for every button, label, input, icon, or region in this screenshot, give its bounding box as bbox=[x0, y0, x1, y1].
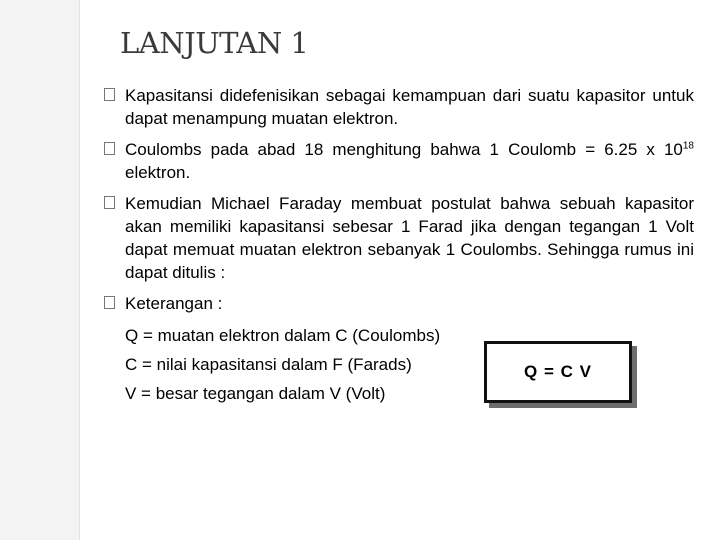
bullet-item bbox=[104, 84, 694, 130]
slide-title: LANJUTAN 1 bbox=[120, 26, 309, 60]
bullet-list bbox=[104, 84, 694, 323]
formula-box bbox=[484, 341, 632, 403]
bullet-text: Kemudian Michael Faraday membuat postulat bahwa sebuah kapasitor akan memiliki kapasitansi sebesar 1 Farad jika dengan tegangan 1 Volt dapat memuat muatan elektron sebanyak 1 Coulombs. Sehingga rumus ini dapat ditulis : bbox=[125, 194, 694, 282]
bullet-text-before: Coulombs pada abad 18 menghitung bahwa 1 Coulomb = 6.25 x 10 bbox=[125, 140, 683, 159]
bullet-box-icon bbox=[104, 196, 115, 209]
bullet-text: Kapasitansi didefenisikan sebagai kemampuan dari suatu kapasitor untuk dapat menampung muatan elektron. bbox=[125, 86, 694, 128]
bullet-box-icon bbox=[104, 296, 115, 309]
bullet-box-icon bbox=[104, 88, 115, 101]
formula-text: Q = C V bbox=[524, 362, 592, 381]
bullet-item bbox=[104, 192, 694, 284]
legend-line-c: C = nilai kapasitansi dalam F (Farads) bbox=[125, 355, 412, 374]
exponent: 18 bbox=[682, 140, 694, 152]
bullet-item bbox=[104, 138, 694, 184]
bullet-box-icon bbox=[104, 142, 115, 155]
legend-line-v: V = besar tegangan dalam V (Volt) bbox=[125, 384, 386, 403]
bullet-text-after: elektron. bbox=[125, 163, 191, 182]
left-decorative-panel bbox=[0, 0, 80, 540]
legend-line-q: Q = muatan elektron dalam C (Coulombs) bbox=[125, 326, 441, 345]
bullet-text: Keterangan : bbox=[125, 294, 223, 313]
bullet-item bbox=[104, 292, 694, 315]
